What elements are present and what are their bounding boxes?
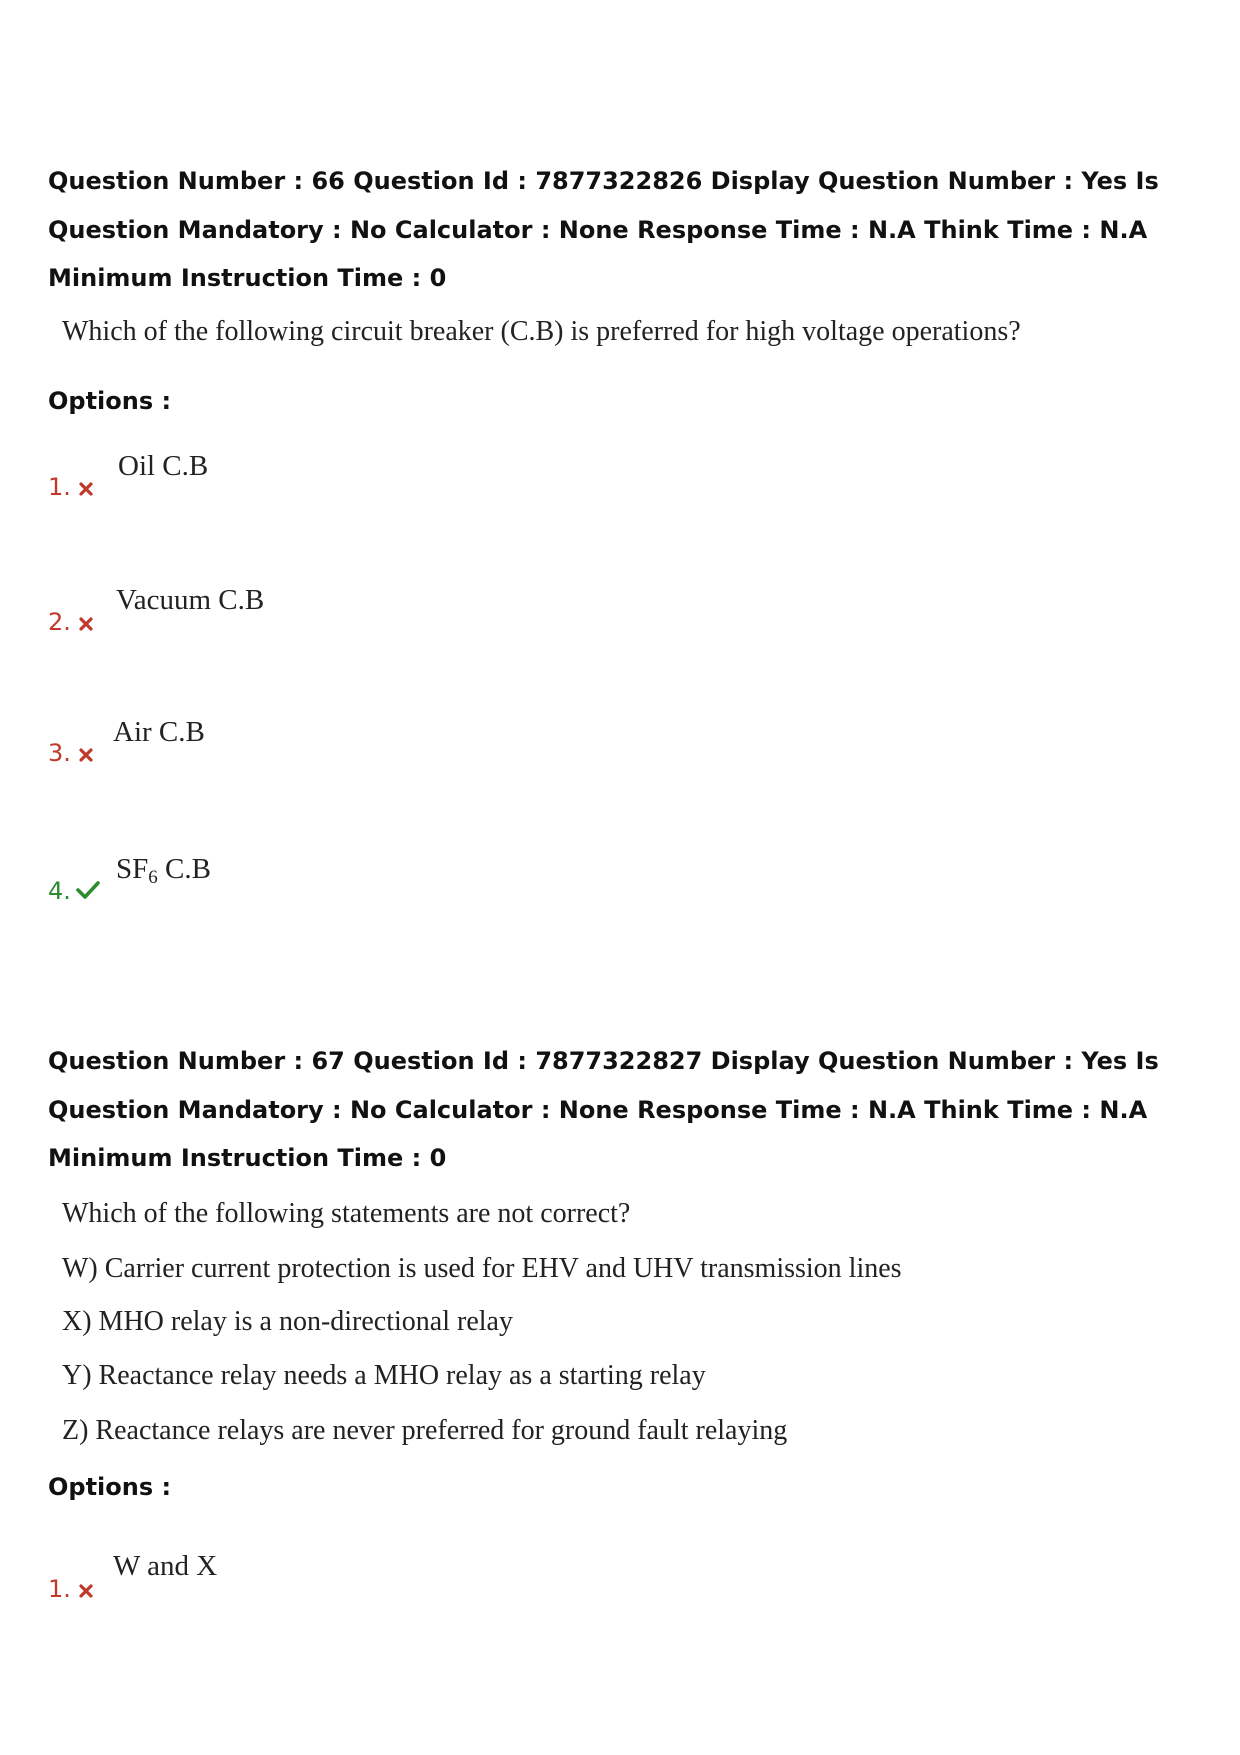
- cross-icon: [79, 617, 93, 631]
- option-number: 3.: [48, 739, 71, 767]
- option-number: 2.: [48, 608, 71, 636]
- statement-x: X) MHO relay is a non-directional relay: [62, 1306, 513, 1337]
- question-66-stem: Which of the following circuit breaker (C.B) is preferred for high voltage operations?: [62, 316, 1021, 347]
- check-icon: [76, 880, 100, 900]
- cross-icon: [79, 1584, 93, 1598]
- option-text: $SF_6$ C.B: [116, 853, 211, 888]
- question-67-meta: Question Number : 67 Question Id : 7877322827 Display Question Number : Yes Is Question Mandatory : No Calculator : None Response Time : N.A Think Time : N.A Minimum Instruction Time : 0: [48, 1047, 1159, 1172]
- question-66-meta: Question Number : 66 Question Id : 7877322826 Display Question Number : Yes Is Question Mandatory : No Calculator : None Response Time : N.A Think Time : N.A Minimum Instruction Time : 0: [48, 167, 1159, 292]
- option-number: 4.: [48, 877, 71, 905]
- question-67-stem: Which of the following statements are not correct?: [62, 1198, 631, 1229]
- option-text: Air C.B: [113, 716, 205, 748]
- option-text: W and X: [113, 1550, 218, 1582]
- cross-icon: [79, 482, 93, 496]
- question-66-options-label: Options :: [48, 387, 172, 415]
- statement-y: Y) Reactance relay needs a MHO relay as a starting relay: [62, 1360, 706, 1391]
- question-67-options-label: Options :: [48, 1473, 172, 1501]
- statement-z: Z) Reactance relays are never preferred for ground fault relaying: [62, 1415, 788, 1446]
- option-text: Vacuum C.B: [116, 584, 265, 616]
- cross-icon: [79, 748, 93, 762]
- option-text: Oil C.B: [118, 450, 209, 482]
- statement-w: W) Carrier current protection is used for EHV and UHV transmission lines: [62, 1253, 902, 1284]
- option-number: 1.: [48, 473, 71, 501]
- option-number: 1.: [48, 1575, 71, 1603]
